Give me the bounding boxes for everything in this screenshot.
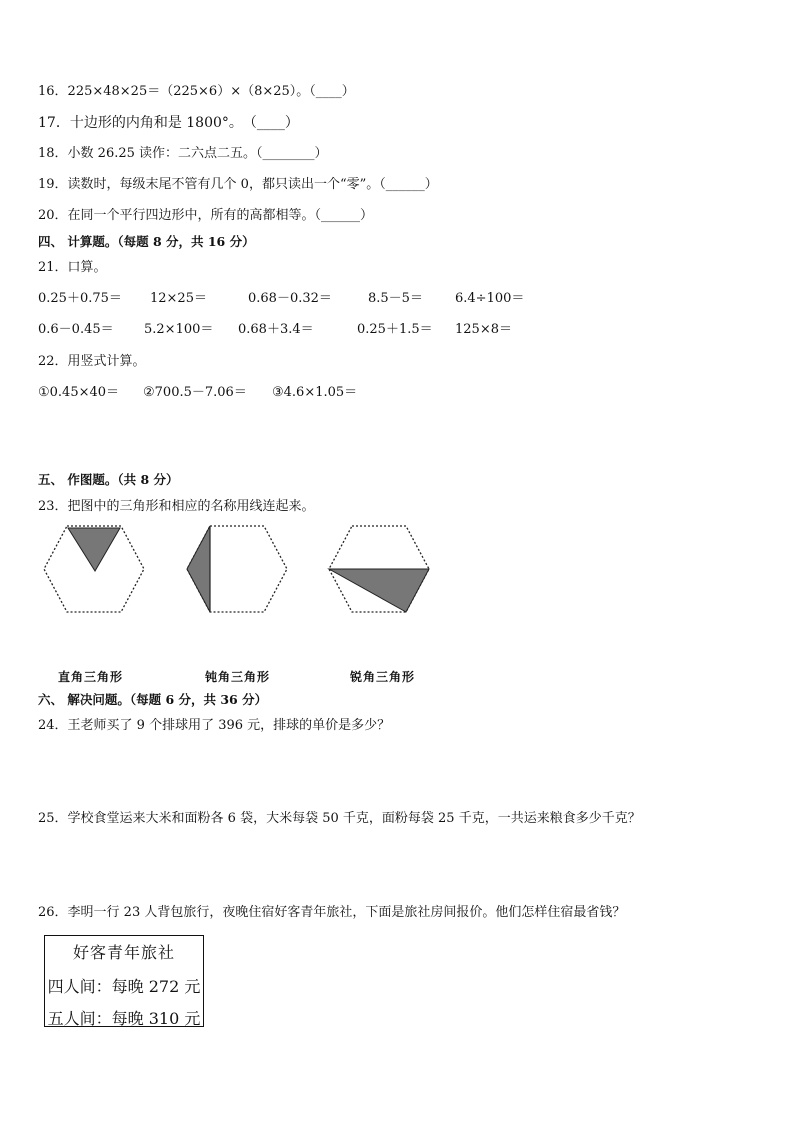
vertical-calc-item: ③4.6×1.05＝ [272,385,358,400]
mental-math-item: 125×8＝ [455,322,512,337]
mental-math-item: 6.4÷100＝ [455,291,525,306]
question-17 [38,115,299,131]
question-21: 21．口算。 [38,260,107,275]
obtuse-triangle-shape [187,526,210,612]
right-triangle-shape [68,528,120,571]
question-text: 小数 26.25 读作：二六点二五。（________） [67,146,328,161]
question-26: 26．李明一行 23 人背包旅行，夜晚住宿好客青年旅社，下面是旅社房间报价。他们怎样住宿最省钱？ [38,905,626,920]
price-row-four-person: 四人间：每晚 272 元 [47,977,201,996]
question-number: 17． [38,115,70,131]
question-22: 22．用竖式计算。 [38,354,146,369]
question-number: 20． [38,208,68,223]
question-text: 十边形的内角和是 1800°。 （____） [69,115,299,131]
section-6-heading: 六、 解决问题。（每题 6 分，共 36 分） [38,692,268,707]
mental-math-item: 0.68＋3.4＝ [238,322,314,337]
hostel-price-table [44,935,204,1027]
vertical-calc-item: ②700.5－7.06＝ [143,385,247,400]
mental-math-item: 12×25＝ [150,291,207,306]
mental-math-item: 0.68－0.32＝ [248,291,332,306]
price-row-five-person: 五人间：每晚 310 元 [47,1009,201,1028]
label-obtuse-triangle: 钝角三角形 [205,670,271,684]
question-number: 19． [38,177,68,192]
label-right-triangle: 直角三角形 [58,670,124,684]
question-20 [38,208,373,224]
question-text: 读数时，每级末尾不管有几个 0，都只读出一个“零”。（______） [67,177,438,192]
question-25: 25．学校食堂运来大米和面粉各 6 袋，大米每袋 50 千克，面粉每袋 25 千克，一共运来粮食多少千克？ [38,811,641,826]
mental-math-item: 0.25＋1.5＝ [357,322,433,337]
question-text: 225×48×25＝（225×6）×（8×25）。（____） [67,84,355,99]
question-number: 18． [38,146,68,161]
acute-triangle-shape [329,569,429,612]
question-text: 在同一个平行四边形中，所有的高都相等。（______） [67,208,374,223]
question-18 [38,146,328,162]
section-5-heading: 五、 作图题。（共 8 分） [38,472,179,487]
label-acute-triangle: 锐角三角形 [350,670,416,684]
question-number: 16． [38,84,68,99]
vertical-calc-item: ①0.45×40＝ [38,385,120,400]
question-16 [38,84,355,100]
question-19 [38,177,438,193]
question-23: 23．把图中的三角形和相应的名称用线连起来。 [38,499,315,514]
section-4-heading: 四、 计算题。（每题 8 分，共 16 分） [38,234,255,249]
mental-math-item: 0.25＋0.75＝ [38,291,122,306]
question-24: 24．王老师买了 9 个排球用了 396 元，排球的单价是多少？ [38,718,391,733]
mental-math-item: 8.5－5＝ [368,291,423,306]
mental-math-item: 0.6－0.45＝ [38,322,114,337]
hexagon-figure-1 [40,522,148,616]
price-table-title: 好客青年旅社 [72,943,175,962]
mental-math-item: 5.2×100＝ [144,322,214,337]
hexagon-figure-2 [183,522,291,616]
hexagon-figure-3 [325,522,433,616]
